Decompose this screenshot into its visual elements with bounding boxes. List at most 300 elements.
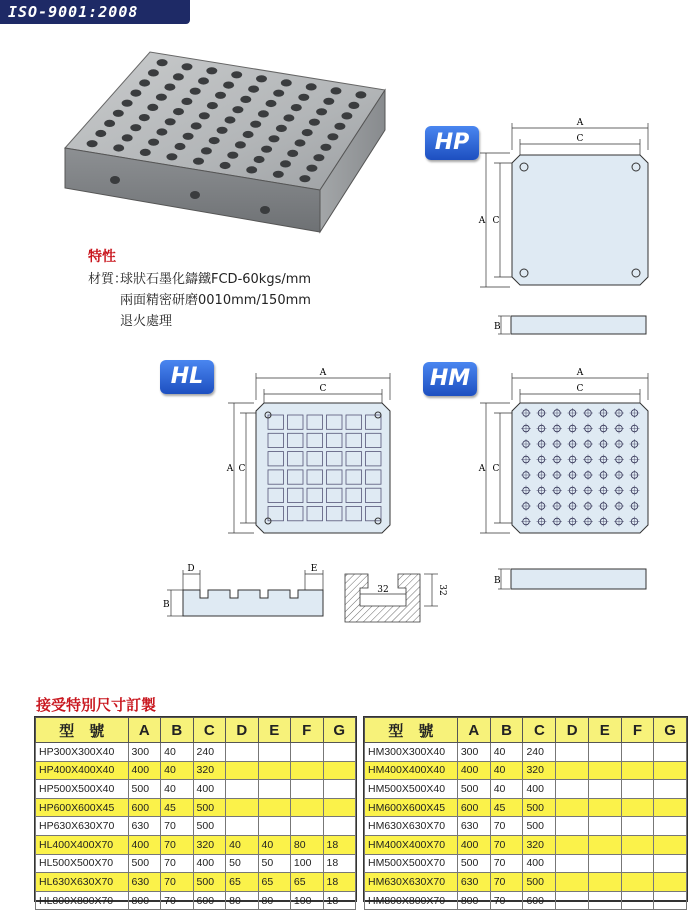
- cell-f: 100: [290, 854, 323, 873]
- plate-hole: [147, 104, 158, 111]
- cell-g: 18: [323, 854, 355, 873]
- cell-c: 320: [193, 835, 226, 854]
- cell-f: 80: [290, 835, 323, 854]
- cell-c: 240: [193, 743, 226, 762]
- table-row: [365, 780, 687, 799]
- plate-hole: [166, 153, 177, 160]
- column-header: E: [258, 718, 290, 743]
- plate-hole: [316, 108, 327, 115]
- cell-model: HM600X600X45: [365, 798, 458, 817]
- side-hole: [110, 176, 120, 184]
- cell-e: 65: [258, 873, 290, 892]
- cell-c: 400: [523, 854, 556, 873]
- plate-hole: [295, 139, 306, 146]
- cell-d: 50: [226, 854, 258, 873]
- cell-b: 70: [161, 891, 193, 910]
- cell-model: HM500X500X70: [365, 854, 458, 873]
- table-row: [36, 817, 356, 836]
- plate-hole: [182, 63, 193, 70]
- cell-model: HP630X630X70: [36, 817, 129, 836]
- cell-a: 400: [128, 835, 161, 854]
- iso-badge: ISO-9001:2008: [0, 0, 190, 24]
- plate-hole: [306, 165, 317, 172]
- cell-e: [588, 891, 621, 910]
- plate-hole: [148, 139, 159, 146]
- cell-f: 100: [290, 891, 323, 910]
- cell-b: 70: [161, 873, 193, 892]
- plate-hole: [248, 86, 259, 93]
- cell-a: 400: [457, 761, 490, 780]
- plate-hole: [130, 90, 141, 97]
- plate-hole: [273, 171, 284, 178]
- cell-f: [621, 761, 654, 780]
- cell-d: [226, 817, 258, 836]
- plate-hole: [355, 91, 366, 98]
- spec-table-left: [35, 717, 356, 910]
- tslot-detail-drawing: [340, 560, 445, 630]
- column-header: D: [556, 718, 589, 743]
- tslot-depth-label: 32: [437, 584, 447, 596]
- hp-badge: HP: [425, 126, 479, 160]
- cell-c: 500: [523, 798, 556, 817]
- cell-g: [654, 835, 687, 854]
- plate-hole: [306, 83, 317, 90]
- hp-dim-a-vertical: A: [478, 216, 486, 226]
- hm-dim-c: C: [576, 384, 584, 394]
- plate-hole: [220, 162, 231, 169]
- cell-b: 70: [161, 817, 193, 836]
- cell-a: 300: [457, 743, 490, 762]
- features-title: 特性: [88, 249, 116, 265]
- plate-hole: [95, 130, 106, 137]
- plate-hole: [223, 82, 234, 89]
- cell-a: 600: [457, 798, 490, 817]
- cell-g: [654, 761, 687, 780]
- plate-hole: [261, 146, 272, 153]
- cell-g: 18: [323, 873, 355, 892]
- hp-dim-b: B: [494, 322, 501, 332]
- plate-hole: [122, 134, 133, 141]
- cell-d: [556, 780, 589, 799]
- table-row: [36, 891, 356, 910]
- cell-model: HL400X400X70: [36, 835, 129, 854]
- plate-hole: [199, 112, 210, 119]
- cell-a: 500: [457, 780, 490, 799]
- plate-hole: [193, 158, 204, 165]
- cell-f: [621, 873, 654, 892]
- cell-model: HM400X400X40: [365, 761, 458, 780]
- plate-hole: [130, 124, 141, 131]
- cell-f: [290, 761, 323, 780]
- plate-hole: [273, 90, 284, 97]
- table-row: [36, 854, 356, 873]
- hp-side-plate: [511, 316, 646, 334]
- hl-dim-d: D: [187, 564, 195, 574]
- hp-plate-outline: [512, 155, 648, 285]
- hm-plan-drawing: [470, 365, 655, 545]
- plate-hole: [173, 108, 184, 115]
- cell-model: HP600X600X45: [36, 798, 129, 817]
- cell-e: 80: [258, 891, 290, 910]
- column-header: C: [523, 718, 556, 743]
- cell-b: 40: [161, 761, 193, 780]
- cell-d: [556, 891, 589, 910]
- cell-d: [226, 798, 258, 817]
- plate-hole: [183, 133, 194, 140]
- cell-f: [290, 743, 323, 762]
- table-row: [365, 873, 687, 892]
- cell-d: [556, 854, 589, 873]
- column-header: F: [621, 718, 654, 743]
- plate-hole: [298, 94, 309, 101]
- hl-dim-a-vertical: A: [226, 464, 234, 474]
- plate-hole: [243, 131, 254, 138]
- column-header: E: [588, 718, 621, 743]
- cell-c: 400: [193, 780, 226, 799]
- cell-a: 630: [128, 817, 161, 836]
- table-row: [365, 743, 687, 762]
- plate-hole: [327, 133, 338, 140]
- hl-plate-outline: [256, 403, 390, 533]
- column-header: C: [193, 718, 226, 743]
- cell-d: [226, 780, 258, 799]
- hl-side-plate: [183, 590, 323, 616]
- table-row: [365, 835, 687, 854]
- plate-hole: [287, 150, 298, 157]
- cell-e: [588, 761, 621, 780]
- hm-dim-b: B: [494, 576, 501, 586]
- plate-hole: [201, 147, 212, 154]
- cell-b: 70: [490, 835, 523, 854]
- material-label: 材質：: [88, 272, 128, 287]
- plate-hole: [348, 102, 359, 109]
- cell-b: 70: [490, 891, 523, 910]
- cell-e: [258, 761, 290, 780]
- side-hole: [190, 191, 200, 199]
- cell-g: [654, 780, 687, 799]
- column-header: G: [654, 718, 687, 743]
- plate-hole: [266, 100, 277, 107]
- cell-g: [654, 743, 687, 762]
- cell-f: [290, 817, 323, 836]
- cell-model: HL500X500X70: [36, 854, 129, 873]
- cell-a: 800: [128, 891, 161, 910]
- cell-f: [621, 835, 654, 854]
- hp-dim-c-vertical: C: [492, 216, 500, 226]
- plate-hole: [254, 156, 265, 163]
- plate-hole: [113, 110, 124, 117]
- plate-hole: [320, 144, 331, 151]
- cell-a: 500: [128, 854, 161, 873]
- cell-c: 400: [193, 854, 226, 873]
- column-header: D: [226, 718, 258, 743]
- cell-b: 70: [490, 873, 523, 892]
- table-row: [365, 891, 687, 910]
- cell-g: [654, 798, 687, 817]
- table-row: [365, 817, 687, 836]
- hm-dim-a: A: [576, 368, 584, 378]
- cell-g: [654, 817, 687, 836]
- column-header: B: [490, 718, 523, 743]
- cell-f: [290, 780, 323, 799]
- plate-hole: [240, 96, 251, 103]
- hm-side-drawing: [486, 563, 651, 595]
- cell-a: 300: [128, 743, 161, 762]
- plate-hole: [191, 122, 202, 129]
- plate-hole: [209, 137, 220, 144]
- cell-e: [258, 743, 290, 762]
- cell-a: 800: [457, 891, 490, 910]
- table-row: [365, 761, 687, 780]
- plate-hole: [250, 121, 261, 128]
- cell-c: 400: [523, 780, 556, 799]
- cell-model: HP300X300X40: [36, 743, 129, 762]
- material-line-3: 退火處理: [120, 314, 173, 329]
- plate-hole: [156, 128, 167, 135]
- hl-plan-drawing: [222, 365, 402, 545]
- plate-hole: [122, 100, 133, 107]
- cell-d: [556, 817, 589, 836]
- table-row: [36, 835, 356, 854]
- plate-hole: [280, 160, 291, 167]
- plate-hole: [206, 67, 217, 74]
- plate-hole: [104, 120, 115, 127]
- plate-hole: [331, 87, 342, 94]
- plate-body: [65, 52, 385, 232]
- plate-hole: [341, 112, 352, 119]
- tslot-section: [345, 574, 420, 622]
- cell-d: [226, 743, 258, 762]
- cell-d: [556, 798, 589, 817]
- column-header: 型 號: [365, 718, 458, 743]
- hp-plan-drawing: [470, 115, 655, 295]
- table-row: [36, 780, 356, 799]
- cell-f: [621, 743, 654, 762]
- cell-b: 70: [161, 835, 193, 854]
- plate-hole: [165, 118, 176, 125]
- plate-hole: [198, 77, 209, 84]
- cell-e: [588, 743, 621, 762]
- cell-b: 45: [490, 798, 523, 817]
- cell-g: [323, 743, 355, 762]
- hm-badge: HM: [423, 362, 477, 396]
- hp-dim-a: A: [576, 118, 584, 128]
- plate-hole: [283, 114, 294, 121]
- table-row: [365, 798, 687, 817]
- cell-g: [323, 761, 355, 780]
- cell-f: [621, 891, 654, 910]
- material-line-1: 球狀石墨化鑄鐵FCD-60kgs/mm: [120, 272, 312, 287]
- cell-b: 45: [161, 798, 193, 817]
- plate-hole: [281, 79, 292, 86]
- cell-model: HP400X400X40: [36, 761, 129, 780]
- cell-b: 40: [161, 780, 193, 799]
- cell-f: [621, 854, 654, 873]
- cell-f: [621, 780, 654, 799]
- cell-model: HL630X630X70: [36, 873, 129, 892]
- plate-hole: [148, 69, 159, 76]
- hm-dim-a-vertical: A: [478, 464, 486, 474]
- plate-hole: [164, 84, 175, 91]
- cell-b: 40: [490, 780, 523, 799]
- hl-dim-c-vertical: C: [238, 464, 246, 474]
- cell-d: [556, 835, 589, 854]
- column-header: A: [457, 718, 490, 743]
- hl-dim-a: A: [319, 368, 327, 378]
- column-header: A: [128, 718, 161, 743]
- side-hole: [260, 206, 270, 214]
- plate-hole: [227, 152, 238, 159]
- cell-c: 320: [193, 761, 226, 780]
- cell-e: [588, 835, 621, 854]
- column-header: 型 號: [36, 718, 129, 743]
- cell-c: 500: [193, 873, 226, 892]
- cell-f: [621, 798, 654, 817]
- plate-hole: [299, 175, 310, 182]
- hm-dim-c-vertical: C: [492, 464, 500, 474]
- cell-model: HM800X800X70: [365, 891, 458, 910]
- cell-a: 630: [457, 873, 490, 892]
- plate-hole: [215, 92, 226, 99]
- cell-c: 320: [523, 761, 556, 780]
- plate-hole: [140, 149, 151, 156]
- spec-table-right: [364, 717, 687, 910]
- table-header-row: [365, 718, 687, 743]
- plate-hole: [269, 135, 280, 142]
- column-header: F: [290, 718, 323, 743]
- cell-g: [323, 798, 355, 817]
- plate-hole: [232, 106, 243, 113]
- tslot-width-label: 32: [377, 585, 389, 595]
- cell-f: 65: [290, 873, 323, 892]
- custom-size-title: 接受特別尺寸訂製: [36, 696, 157, 714]
- cell-d: 40: [226, 835, 258, 854]
- hm-plate-outline: [512, 403, 648, 533]
- hl-dim-b: B: [163, 600, 170, 610]
- plate-hole: [181, 98, 192, 105]
- cell-e: [258, 780, 290, 799]
- plate-hole: [156, 94, 167, 101]
- cell-f: [621, 817, 654, 836]
- cell-f: [290, 798, 323, 817]
- plate-hole: [217, 127, 228, 134]
- plate-hole: [309, 119, 320, 126]
- cell-e: [588, 817, 621, 836]
- cell-model: HM630X630X70: [365, 817, 458, 836]
- plate-hole: [256, 75, 267, 82]
- plate-hole: [334, 123, 345, 130]
- cell-b: 70: [490, 817, 523, 836]
- hp-side-drawing: [486, 308, 651, 338]
- cell-g: [323, 780, 355, 799]
- hl-dim-c: C: [319, 384, 327, 394]
- plate-hole: [157, 59, 168, 66]
- cell-a: 630: [457, 817, 490, 836]
- plate-hole: [175, 143, 186, 150]
- plate-hole: [302, 129, 313, 136]
- hl-dim-e: E: [310, 564, 318, 574]
- cell-c: 600: [193, 891, 226, 910]
- cell-g: [654, 854, 687, 873]
- cell-model: HL800X800X70: [36, 891, 129, 910]
- plate-hole: [207, 102, 218, 109]
- cell-g: [654, 873, 687, 892]
- cell-d: [556, 873, 589, 892]
- cell-e: [588, 780, 621, 799]
- cell-g: [323, 817, 355, 836]
- table-row: [36, 743, 356, 762]
- hm-side-plate: [511, 569, 646, 589]
- cell-e: [588, 854, 621, 873]
- cell-c: 240: [523, 743, 556, 762]
- plate-hole: [231, 71, 242, 78]
- cell-d: [556, 743, 589, 762]
- cell-c: 320: [523, 835, 556, 854]
- cell-e: 40: [258, 835, 290, 854]
- cell-b: 70: [161, 854, 193, 873]
- cell-a: 500: [128, 780, 161, 799]
- plate-hole: [173, 73, 184, 80]
- plate-hole: [313, 154, 324, 161]
- cell-a: 400: [457, 835, 490, 854]
- table-header-row: [36, 718, 356, 743]
- cell-e: 50: [258, 854, 290, 873]
- column-header: B: [161, 718, 193, 743]
- cell-e: [258, 798, 290, 817]
- cell-b: 40: [490, 761, 523, 780]
- plate-hole: [276, 125, 287, 132]
- cell-model: HP500X500X40: [36, 780, 129, 799]
- column-header: G: [323, 718, 355, 743]
- cell-c: 500: [523, 873, 556, 892]
- plate-hole: [323, 98, 334, 105]
- cell-d: 65: [226, 873, 258, 892]
- cell-b: 70: [490, 854, 523, 873]
- cell-d: 80: [226, 891, 258, 910]
- table-row: [36, 798, 356, 817]
- cell-c: 600: [523, 891, 556, 910]
- cell-model: HM500X500X40: [365, 780, 458, 799]
- plate-hole: [291, 104, 302, 111]
- cell-c: 500: [523, 817, 556, 836]
- cell-model: HM300X300X40: [365, 743, 458, 762]
- cell-model: HM400X400X70: [365, 835, 458, 854]
- cell-model: HM630X630X70: [365, 873, 458, 892]
- cell-b: 40: [161, 743, 193, 762]
- plate-hole: [246, 166, 257, 173]
- cell-e: [258, 817, 290, 836]
- cell-a: 500: [457, 854, 490, 873]
- plate-hole: [87, 140, 98, 147]
- cell-d: [226, 761, 258, 780]
- cell-a: 600: [128, 798, 161, 817]
- table-row: [36, 873, 356, 892]
- cell-c: 500: [193, 798, 226, 817]
- cell-c: 500: [193, 817, 226, 836]
- cell-g: [654, 891, 687, 910]
- plate-hole: [139, 79, 150, 86]
- cell-g: 18: [323, 835, 355, 854]
- material-line-2: 兩面精密研磨0010mm/150mm: [120, 293, 311, 308]
- table-row: [36, 761, 356, 780]
- plate-hole: [113, 144, 124, 151]
- cell-a: 400: [128, 761, 161, 780]
- plate-hole: [190, 88, 201, 95]
- plate-hole: [258, 110, 269, 117]
- cell-e: [588, 798, 621, 817]
- cell-b: 40: [490, 743, 523, 762]
- hl-side-drawing: [155, 560, 335, 625]
